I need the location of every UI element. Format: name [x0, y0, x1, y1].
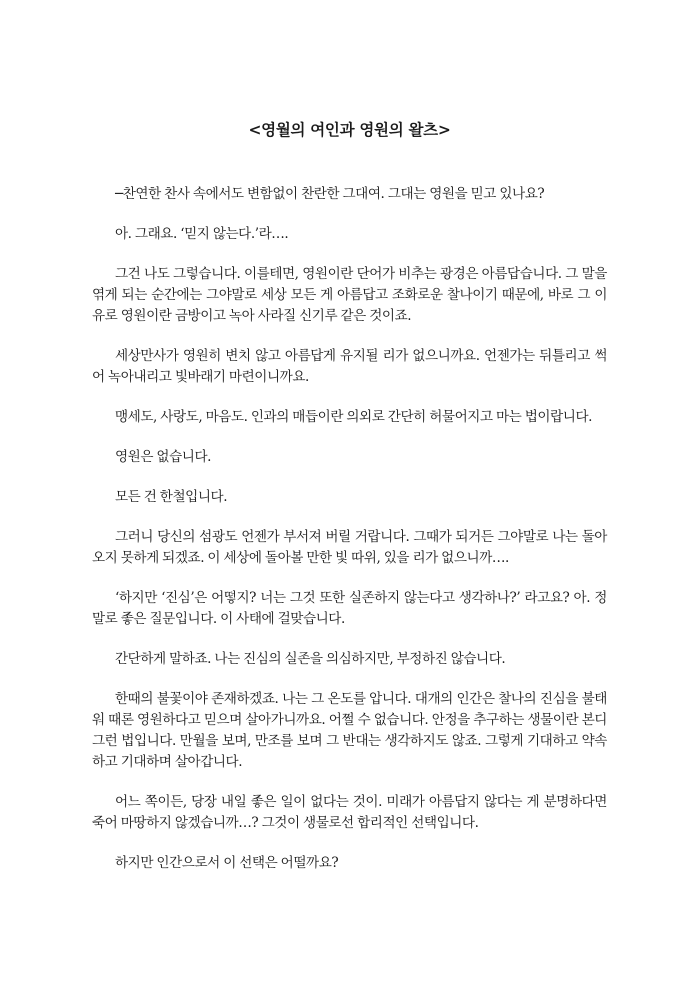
- document-title: <영월의 여인과 영원의 왈츠>: [248, 120, 451, 139]
- paragraph-11: 한때의 불꽃이야 존재하겠죠. 나는 그 온도를 압니다. 대개의 인간은 찰나의 진심을 불태워 때론 영원하다고 믿으며 살아가니까요. 어쩔 수 없습니다. 안정을 추구하는 생물이란 본디 그런 법입니다. 만월을 보며, 만조를 보며 그 반대는 생각하지도 않죠. 그렇게 기대하고 약속하고 기대하며 살아갑니다.: [92, 691, 607, 770]
- paragraph-4: 세상만사가 영원히 변치 않고 아름답게 유지될 리가 없으니까요. 언젠가는 뒤틀리고 썩어 녹아내리고 빛바래기 마련이니까요.: [92, 348, 607, 385]
- paragraph-3: 그건 나도 그렇습니다. 이를테면, 영원이란 단어가 비추는 광경은 아름답습니다. 그 말을 엮게 되는 순간에는 그야말로 세상 모든 게 아름답고 조화로운 찰나이기 때문에, 바로 그 이유로 영원이란 금방이고 녹아 사라질 신기루 같은 것이죠.: [92, 266, 607, 324]
- paragraph-9: ‘하지만 ‘진심’은 어떻지? 너는 그것 또한 실존하지 않는다고 생각하나?’ 라고요? 아. 정말로 좋은 질문입니다. 이 사태에 걸맞습니다.: [92, 590, 607, 627]
- paragraph-13: 하지만 인간으로서 이 선택은 어떨까요?: [115, 855, 339, 871]
- paragraph-5: 맹세도, 사랑도, 마음도. 인과의 매듭이란 의외로 간단히 허물어지고 마는 법이랍니다.: [115, 409, 592, 425]
- paragraph-10: 간단하게 말하죠. 나는 진심의 실존을 의심하지만, 부정하진 않습니다.: [115, 651, 506, 667]
- paragraph-2: 아. 그래요. ‘믿지 않는다.’라….: [115, 226, 289, 242]
- paragraph-1: ─찬연한 찬사 속에서도 변함없이 찬란한 그대여. 그대는 영원을 믿고 있나요?: [115, 186, 545, 202]
- paragraph-6: 영원은 없습니다.: [115, 449, 212, 465]
- paragraph-7: 모든 건 한철입니다.: [115, 489, 228, 505]
- paragraph-8: 그러니 당신의 섬광도 언젠가 부서져 버릴 거랍니다. 그때가 되거든 그야말로 나는 돌아오지 못하게 되겠죠. 이 세상에 돌아볼 만한 빛 따위, 있을 리가 없으니까….: [92, 529, 607, 566]
- paragraph-12: 어느 쪽이든, 당장 내일 좋은 일이 없다는 것이. 미래가 아름답지 않다는 게 분명하다면 죽어 마땅하지 않겠습니까…? 그것이 생물로선 합리적인 선택입니다.: [92, 794, 607, 831]
